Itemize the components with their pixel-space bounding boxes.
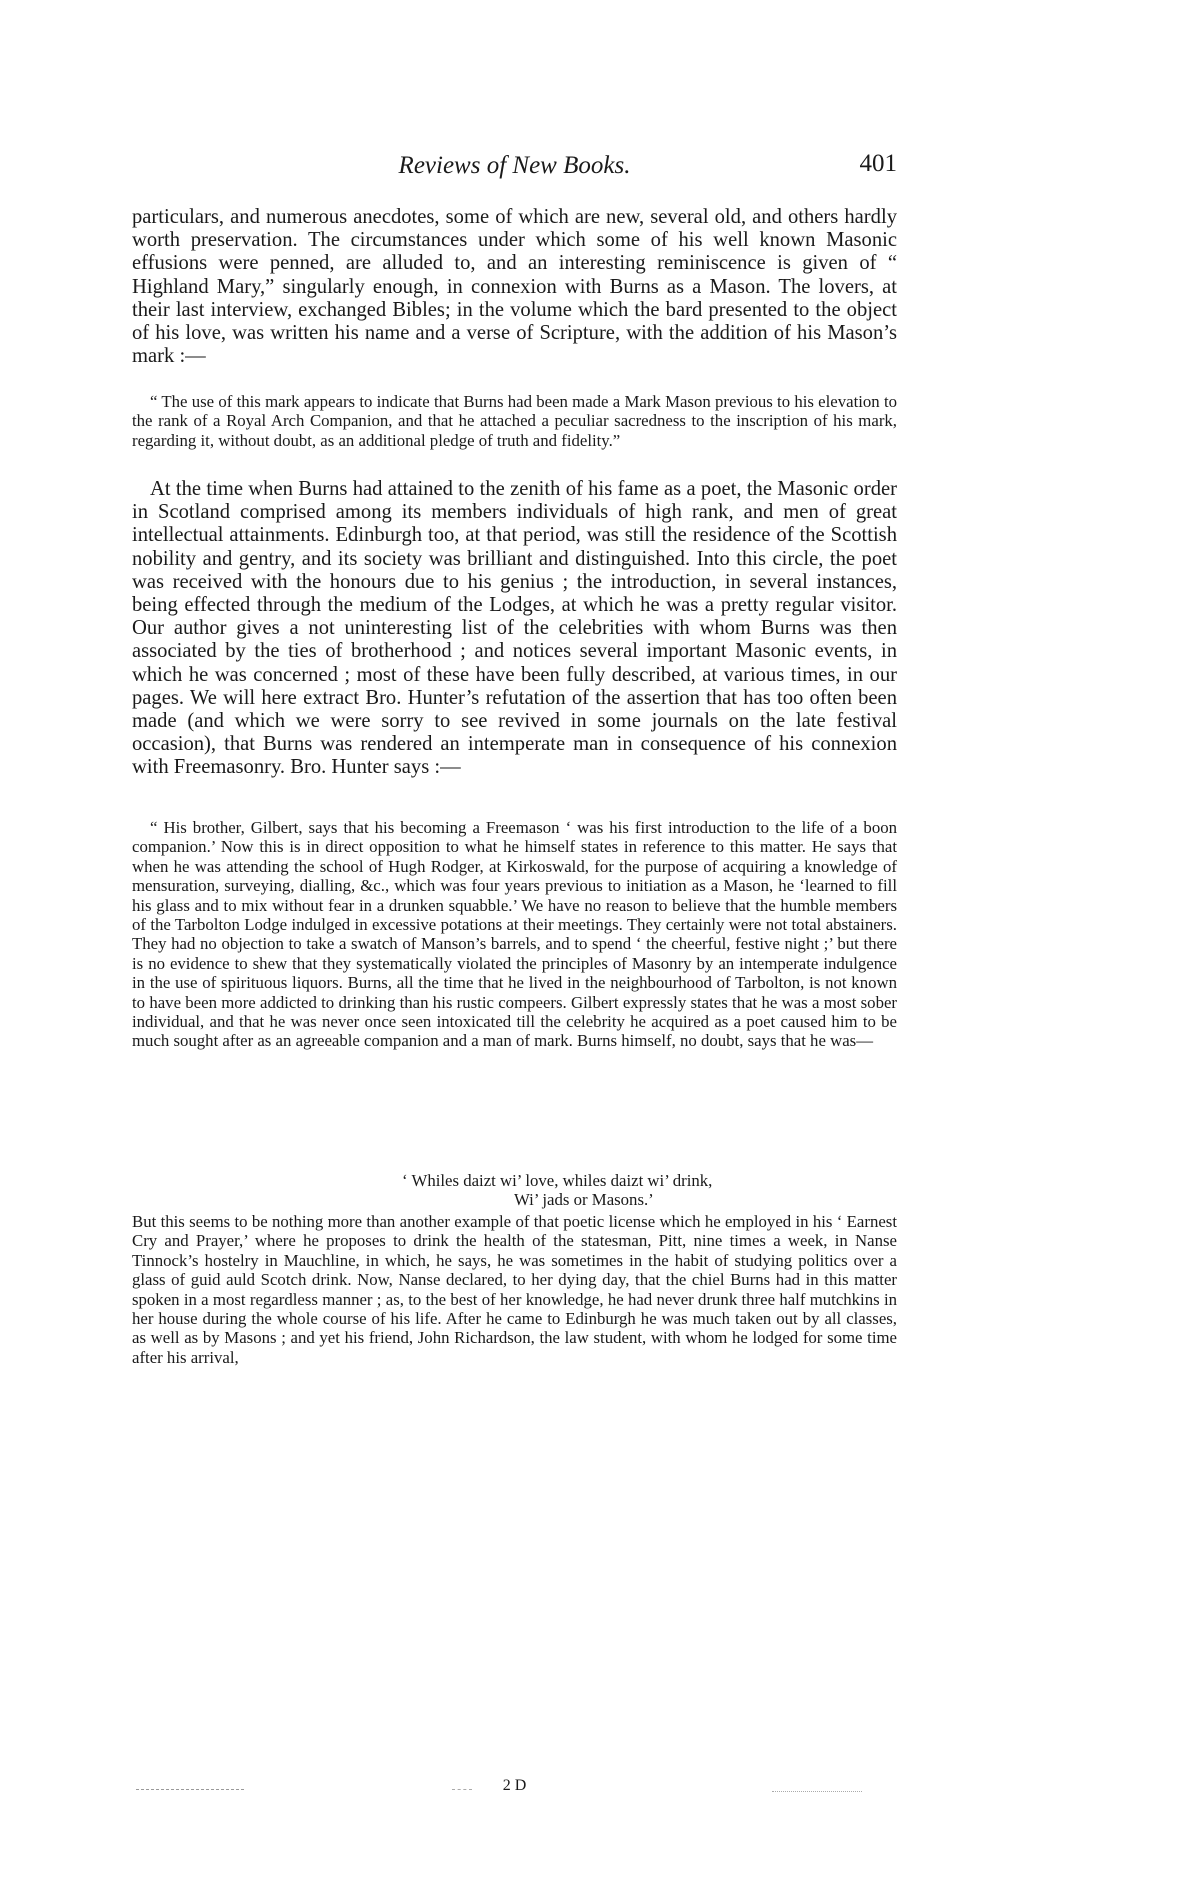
signature-mark: 2 D xyxy=(502,1777,527,1794)
verse-line: ‘ Whiles daizt wi’ love, whiles daizt wi’ drink, xyxy=(402,1171,713,1190)
paragraph-2-block xyxy=(132,478,897,780)
verse-line: Wi’ jads or Masons.’ xyxy=(514,1190,654,1210)
paragraph: particulars, and numerous anecdotes, some of which are new, several old, and others hardly worth preservation. The circumstances under which some of his well known Masonic effusions were penned, are alluded to, and an interesting reminiscence is given of “ Highland Mary,” singularly enough, in connexion with Burns as a Mason. The lovers, at their last interview, exchanged Bibles; in the volume which the bard presented to the object of his love, was written his name and a verse of Scripture, with the addition of his Mason’s mark :— xyxy=(132,206,897,368)
running-head: Reviews of New Books. xyxy=(398,152,631,179)
block-quote: “ His brother, Gilbert, says that his becoming a Freemason ‘ was his first introduction to the life of a boon companion.’ Now this is in direct opposition to what he himself states in reference to this matter. He says that when he was attending the school of Hugh Rodger, at Kirkoswald, for the purpose of acquiring a knowledge of mensuration, surveying, dialling, &c., which was four years previous to initiation as a Mason, he ‘learned to fill his glass and to mix without fear in a drunken squabble.’ We have no reason to believe that the humble members of the Tarbolton Lodge indulged in excessive potations at their meetings. They certainly were not total abstainers. They had no objection to take a swatch of Manson’s barrels, and to spend ‘ the cheerful, festive night ;’ but there is no evidence to shew that they systematically violated the principles of Masonry by an intemperate indulgence in the use of spirituous liquors. Burns, all the time that he lived in the neighbourhood of Tarbolton, is not known to have been more addicted to drinking than his rustic compeers. Gilbert expressly states that he was a most sober individual, and that he was never once seen intoxicated till the celebrity he acquired as a poet caused him to be much sought after as an agreeable companion and a man of mark. Burns himself, no doubt, says that he was— xyxy=(132,818,897,1051)
block-quote: “ The use of this mark appears to indicate that Burns had been made a Mark Mason previous to his elevation to the rank of a Royal Arch Companion, and that he attached a peculiar sacredness to the inscription of his mark, regarding it, without doubt, as an additional pledge of truth and fidelity.” xyxy=(132,392,897,450)
quote-2-block xyxy=(132,818,897,1051)
footer-rule xyxy=(772,1791,862,1792)
page-number: 401 xyxy=(859,150,897,177)
page-footer xyxy=(132,1777,897,1797)
page-header xyxy=(132,148,897,188)
paragraph: At the time when Burns had attained to the zenith of his fame as a poet, the Masonic order in Scotland comprised among its members individuals of high rank, and men of great intellectual attainments. Edinburgh too, at that period, was still the residence of the Scottish nobility and gentry, and its society was brilliant and distinguished. Into this circle, the poet was received with the honours due to his genius ; the introduction, in several instances, being effected through the medium of the Lodges, at which he was a pretty regular visitor. Our author gives a not uninteresting list of the celebrities with whom Burns was then associated by the ties of brotherhood ; and notices several important Masonic events, in which he was concerned ; most of these have been fully described, at various times, in our pages. We will here extract Bro. Hunter’s refutation of the assertion that has too often been made (and which we were sorry to see revived in some journals on the late festival occasion), that Burns was rendered an intemperate man in consequence of his connexion with Freemasonry. Bro. Hunter says :— xyxy=(132,478,897,779)
paragraph: But this seems to be nothing more than another example of that poetic license which he employed in his ‘ Earnest Cry and Prayer,’ where he proposes to drink the health of the statesman, Pitt, nine times a week, in Nanse Tinnock’s hostelry in Mauchline, in which, he says, he was sometimes in the habit of studying politics over a glass of guid auld Scotch drink. Now, Nanse declared, to her dying day, that the chiel Burns had in this matter spoken in a most regardless manner ; as, to the best of her knowledge, he had never drunk three half mutchkins in her house during the whole course of his life. After he came to Edinburgh he was much taken out by all classes, as well as by Masons ; and yet his friend, John Richardson, the law student, with whom he lodged for some time after his arrival, xyxy=(132,1212,897,1367)
verse xyxy=(132,1171,897,1210)
quote-1-block xyxy=(132,392,897,450)
paragraph-1-block xyxy=(132,206,897,368)
paragraph-3-block xyxy=(132,1212,897,1367)
verse-block xyxy=(132,1171,897,1210)
